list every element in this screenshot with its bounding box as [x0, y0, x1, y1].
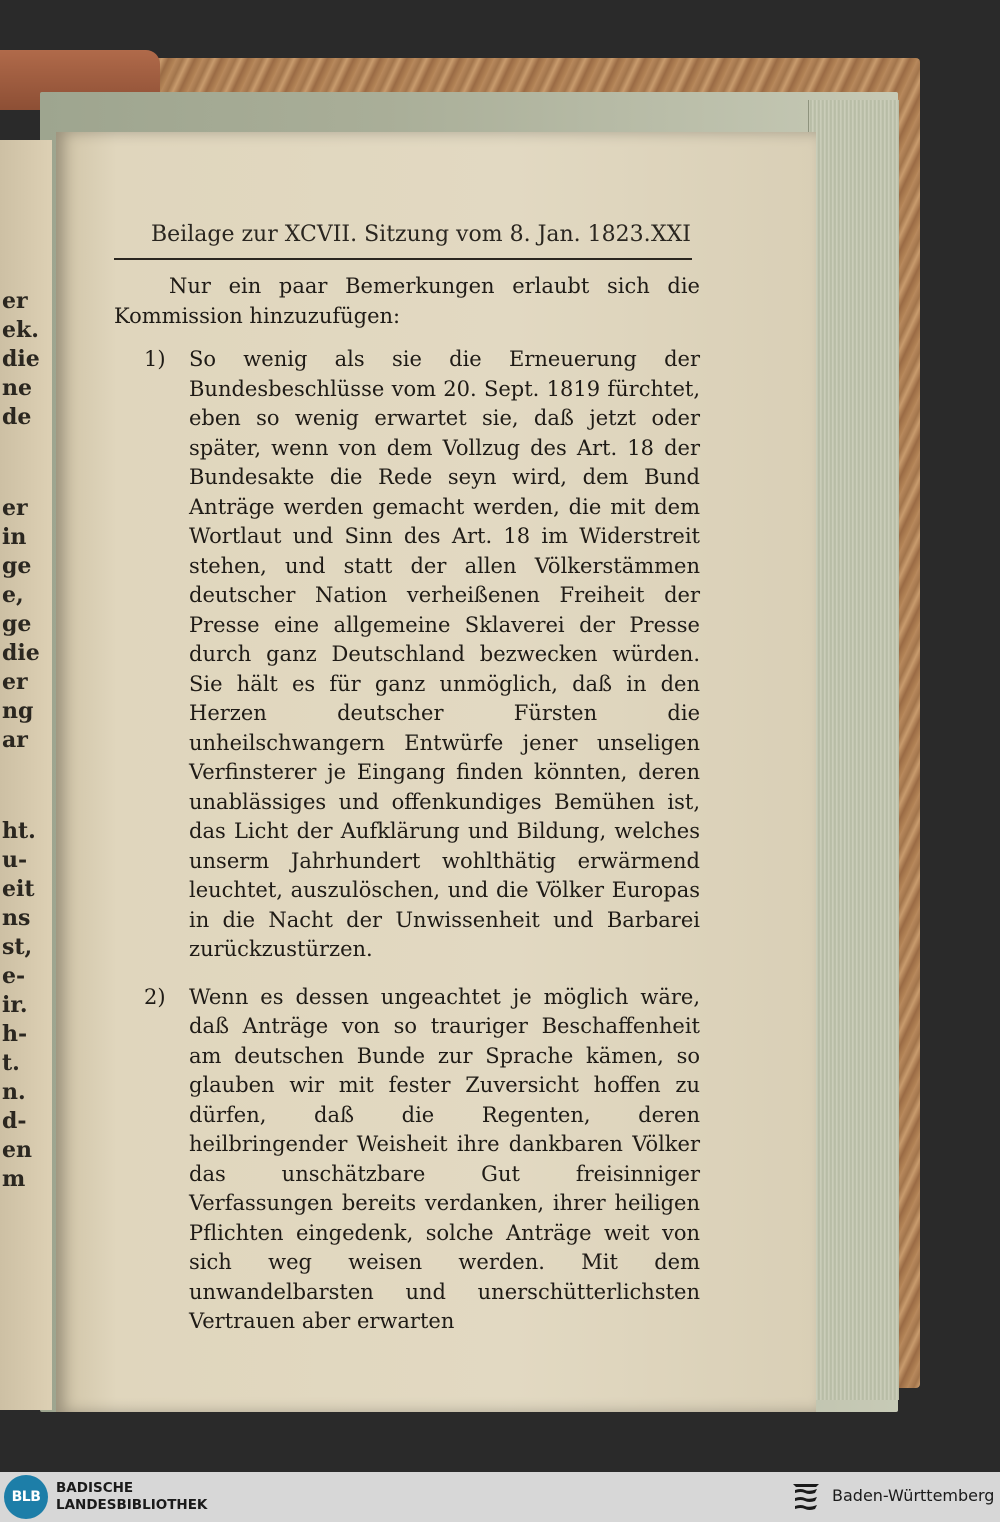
- blb-logo-text: BLB: [11, 1489, 41, 1505]
- left-fragment: er: [2, 669, 28, 695]
- item-number: 1): [144, 347, 166, 371]
- intro-paragraph: Nur ein paar Bemerkungen erlaubt sich die Kommission hinzuzufügen:: [114, 274, 700, 328]
- left-fragment: e,: [2, 582, 24, 608]
- running-head: [151, 222, 691, 247]
- left-fragment: d-: [2, 1108, 27, 1134]
- library-name[interactable]: [56, 1480, 207, 1514]
- page-body: [114, 272, 700, 1355]
- left-fragment: eit: [2, 876, 35, 902]
- left-page-fragment: [0, 140, 52, 1410]
- left-fragment: in: [2, 524, 27, 550]
- left-fragment: de: [2, 404, 32, 430]
- header-rule: [114, 258, 692, 260]
- baden-wuerttemberg-lions-icon: [790, 1479, 824, 1515]
- left-fragment: ng: [2, 698, 34, 724]
- left-fragment: en: [2, 1137, 32, 1163]
- left-fragment: ir.: [2, 992, 28, 1018]
- blb-logo[interactable]: [4, 1475, 48, 1519]
- page-number: XXI: [650, 222, 691, 247]
- numbered-item: [114, 983, 700, 1337]
- left-fragment: ns: [2, 905, 31, 931]
- left-fragment: er: [2, 288, 28, 314]
- footer-bar: [0, 1472, 1000, 1522]
- left-fragment: ge: [2, 553, 32, 579]
- library-name-line1: BADISCHE: [56, 1480, 134, 1496]
- left-fragment: st,: [2, 934, 33, 960]
- left-fragment: er: [2, 495, 28, 521]
- left-fragment: die: [2, 640, 40, 666]
- left-fragment: m: [2, 1166, 26, 1192]
- left-fragment: h-: [2, 1021, 28, 1047]
- left-fragment: die: [2, 346, 40, 372]
- left-fragment: ar: [2, 727, 28, 753]
- right-page: [56, 132, 816, 1412]
- left-fragment: n.: [2, 1079, 26, 1105]
- item-number: 2): [144, 984, 166, 1009]
- left-fragment: u-: [2, 847, 28, 873]
- item-text: Wenn es dessen ungeachtet je möglich wäre, daß Anträge von so trauriger Beschaffenheit am deutschen Bunde zur Sprache kämen, so glauben wir mit fester Zuversicht hoffen zu dürfen, daß die Regenten, deren heilbringender Weisheit ihre dankbaren Völker das unschätzbare Gut freisinniger Verfassungen bereits verdanken, ihrer heiligen Pflichten eingedenk, solche Anträge weit von sich weg weisen werden. Mit dem unwandelbarsten und unerschütterlichsten Vertrauen aber erwarten: [189, 984, 700, 1333]
- state-name[interactable]: Baden-Württemberg: [832, 1486, 995, 1505]
- left-fragment: ek.: [2, 317, 39, 343]
- left-fragment: ge: [2, 611, 32, 637]
- library-name-line2: LANDESBIBLIOTHEK: [56, 1497, 208, 1513]
- running-head-title: Beilage zur XCVII. Sitzung vom 8. Jan. 1823.: [151, 222, 651, 247]
- left-fragment: e-: [2, 963, 26, 989]
- left-fragment: ht.: [2, 818, 36, 844]
- left-fragment: t.: [2, 1050, 20, 1076]
- item-text: So wenig als sie die Erneuerung der Bundesbeschlüsse vom 20. Sept. 1819 fürchtet, eben so wenig erwartet sie, daß jetzt oder später, wenn von dem Vollzug des Art. 18 der Bundesakte die Rede seyn wird, dem Bund Anträge werden gemacht werden, die mit dem Wortlaut und Sinn des Art. 18 im Widerstreit stehen, und statt der allen Völkerstämmen deutscher Nation verheißenen Freiheit der Presse eine allgemeine Sklaverei der Presse durch ganz Deutschland bezwecken würden. Sie hält es für ganz unmöglich, daß in den Herzen deutscher Fürsten die unheilschwangern Entwürfe jener unseligen Verfinsterer je Eingang finden könnten, deren unablässiges und offenkundiges Bemühen ist, das Licht der Aufklärung und Bildung, welches unserm Jahrhundert wohlthätig erwärmend leuchtet, auszulöschen, und die Völker Europas in die Nacht der Unwissenheit und Barbarei zurückzustürzen.: [189, 347, 700, 961]
- page-edges: [808, 100, 899, 1400]
- numbered-item: [114, 345, 700, 965]
- left-fragment: ne: [2, 375, 32, 401]
